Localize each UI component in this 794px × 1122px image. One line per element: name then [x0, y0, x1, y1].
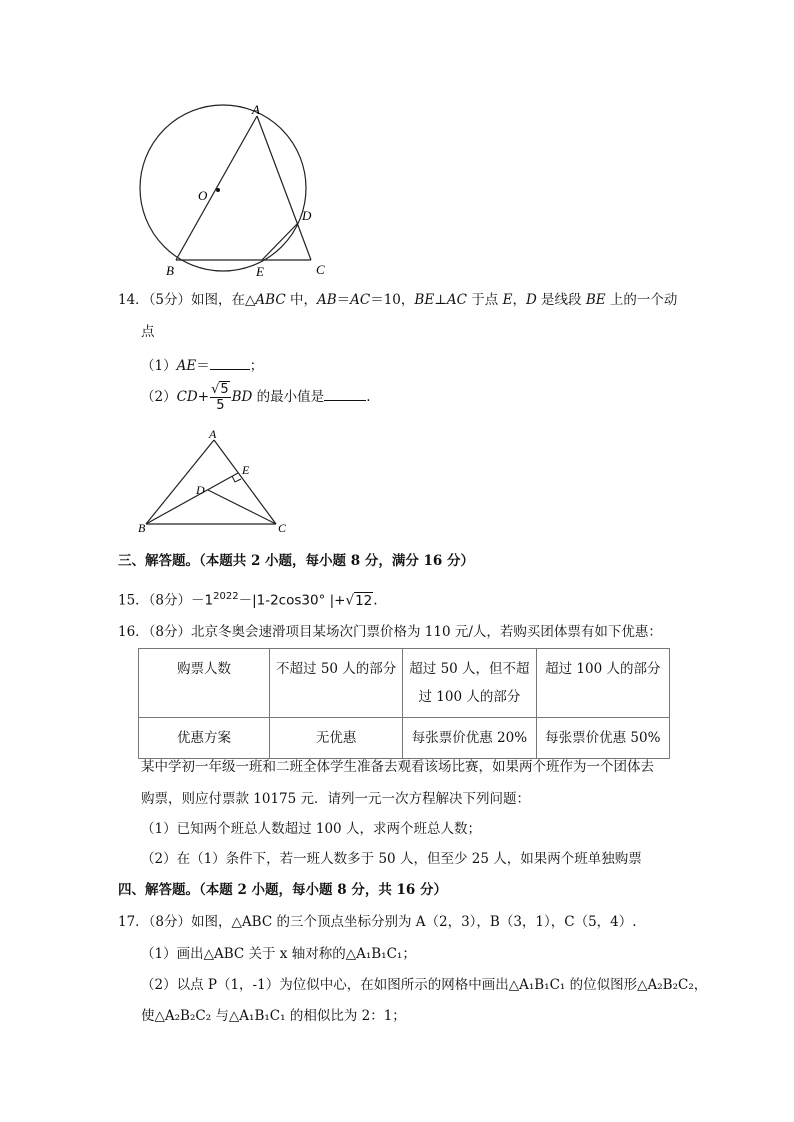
center-point-o	[216, 188, 220, 192]
section-3-heading: 三、解答题。（本题共 2 小题，每小题 8 分，满分 16 分）	[118, 553, 475, 569]
q14-var: AC	[446, 292, 467, 308]
triangle-abc-figure	[134, 428, 294, 538]
table-cell: 超过 50 人，但不超过 100 人的部分	[403, 649, 536, 718]
label-d: D	[302, 208, 312, 223]
label-o: O	[198, 188, 208, 203]
answer-blank[interactable]	[324, 386, 366, 401]
answer-blank[interactable]	[210, 355, 250, 370]
question-16-head: 16．（8分）北京冬奥会速滑项目某场次门票价格为 110 元/人，若购买团体票有如下优惠：	[118, 624, 662, 640]
table-cell: 不超过 50 人的部分	[270, 649, 403, 718]
sqrt-12: √12	[345, 592, 373, 609]
q14-p1-label: （1）	[141, 358, 177, 374]
q15-expression: －|1-2cos30° |+	[238, 592, 346, 609]
q15-radicand: 12	[355, 592, 373, 609]
label-e: E	[256, 264, 264, 279]
segment-ed	[262, 223, 298, 260]
q14-text: ，	[512, 292, 526, 308]
q14-p1-eq: ＝	[196, 358, 210, 374]
label-b: B	[138, 521, 146, 535]
q14-text: 是线段	[536, 292, 586, 308]
q14-var: D	[525, 292, 537, 308]
question-14-part1	[141, 355, 263, 376]
label-c: C	[316, 262, 325, 277]
label-c: C	[278, 521, 287, 535]
question-17-part2: （2）以点 P（1，-1）为位似中心，在如图所示的网格中画出△A₁B₁C₁ 的位似图形△A₂B₂C₂，	[141, 977, 708, 993]
table-row	[139, 718, 670, 759]
table-cell: 无优惠	[270, 718, 403, 759]
label-e: E	[242, 463, 250, 477]
q14-text: 于点	[466, 292, 503, 308]
fraction-numerator: 5	[220, 382, 229, 397]
table-row	[139, 649, 670, 718]
fraction-sqrt5-over-5: $\frac{√5}{5}$	[211, 382, 229, 413]
q14-p2-plus: +	[197, 389, 210, 405]
right-angle-mark	[232, 476, 241, 482]
q14-text: ＝	[336, 292, 351, 308]
q15-end: .	[373, 592, 378, 609]
table-cell: 每张票价优惠 20%	[403, 718, 536, 759]
q14-var: E	[502, 292, 513, 308]
q14-text: ⊥	[434, 292, 447, 308]
question-17-part3: 使△A₂B₂C₂ 与△A₁B₁C₁ 的相似比为 2：1；	[141, 1008, 406, 1024]
label-d: D	[196, 483, 205, 497]
circle-triangle-figure	[130, 100, 340, 280]
q14-text: 上的一个动	[605, 292, 678, 308]
segment-dc	[208, 490, 276, 524]
q14-text: 14．（5分）如图，在△	[118, 292, 256, 308]
question-14-part2	[141, 382, 370, 413]
question-16-line1: 某中学初一年级一班和二班全体学生准备去观看该场比赛，如果两个班作为一个团体去	[141, 759, 654, 775]
segment-ac	[214, 440, 276, 524]
q15-label: 15．（8分）	[118, 592, 192, 609]
q14-p2-var: BD	[231, 389, 253, 405]
q15-exponent: 2022	[213, 591, 239, 602]
q15-term: －1	[191, 592, 214, 609]
q14-text: ＝10，	[370, 292, 415, 308]
question-14-line2: 点	[141, 324, 155, 340]
question-17-part1: （1）画出△ABC 关于 x 轴对称的△A₁B₁C₁；	[141, 946, 416, 962]
question-14-line1	[118, 290, 677, 310]
q14-var: AB	[316, 292, 337, 308]
question-16-part2: （2）在（1）条件下，若一班人数多于 50 人，但至少 25 人，如果两个班单独购票	[141, 851, 642, 867]
circle-o	[140, 105, 306, 271]
question-15	[118, 584, 378, 614]
table-cell: 购票人数	[139, 649, 270, 718]
q14-p2-text: 的最小值是	[252, 389, 325, 405]
section-4-heading: 四、解答题。（本题 2 小题，每小题 8 分，共 16 分）	[118, 882, 448, 898]
discount-table	[138, 648, 670, 759]
q14-p1-end: ；	[249, 358, 264, 374]
q14-p2-label: （2）	[141, 389, 177, 405]
label-a: A	[209, 428, 217, 441]
q14-p2-end: .	[366, 389, 371, 405]
table-cell: 每张票价优惠 50%	[536, 718, 669, 759]
q14-var: BE	[585, 292, 606, 308]
question-16-line2: 购票，则应付票款 10175 元．请列一元一次方程解决下列问题：	[141, 791, 531, 807]
question-16-part1: （1）已知两个班总人数超过 100 人，求两个班总人数；	[141, 821, 481, 837]
label-a: A	[252, 102, 260, 117]
q14-var: BE	[414, 292, 435, 308]
q14-p2-var: CD	[176, 389, 198, 405]
segment-ab	[146, 440, 214, 524]
table-cell: 超过 100 人的部分	[536, 649, 669, 718]
q14-var: AC	[350, 292, 371, 308]
segment-ab	[176, 116, 257, 260]
segment-ac	[257, 116, 311, 260]
q14-var: ABC	[255, 292, 286, 308]
q14-text: 中，	[285, 292, 317, 308]
label-b: B	[166, 263, 174, 278]
fraction-denominator: 5	[216, 398, 225, 413]
q14-p1-var: AE	[176, 358, 197, 374]
question-17-head: 17．（8分）如图，△ABC 的三个顶点坐标分别为 A（2，3），B（3，1），C（5，4）.	[118, 914, 637, 930]
table-cell: 优惠方案	[139, 718, 270, 759]
